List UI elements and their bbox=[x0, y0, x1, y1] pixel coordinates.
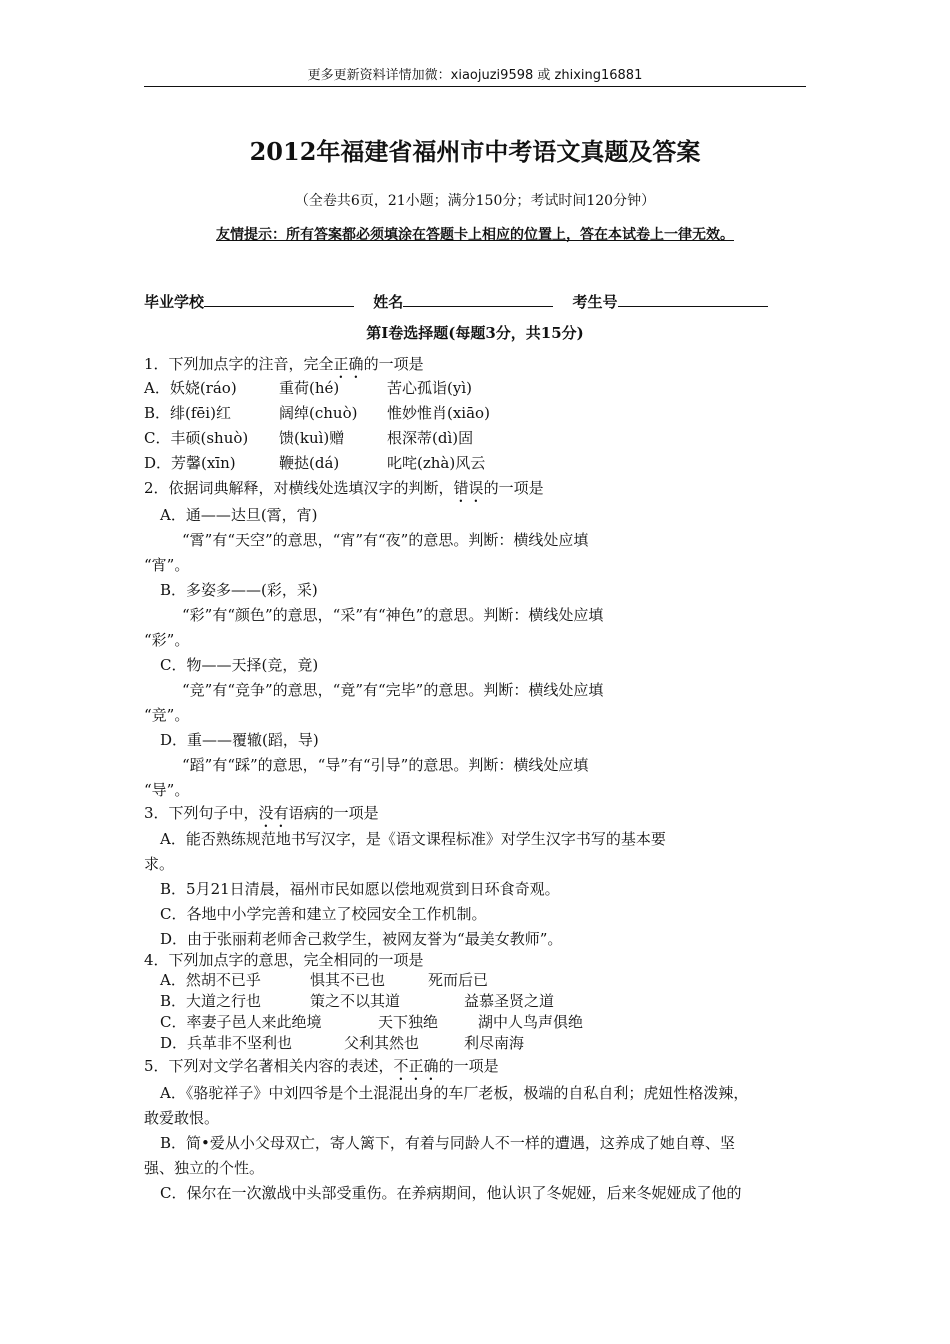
option-item: B．大道之行也 bbox=[160, 992, 262, 1010]
q4-option-c bbox=[160, 1012, 583, 1032]
q1-option-b bbox=[144, 403, 490, 423]
q5-stem-tail: 的一项是 bbox=[438, 1057, 499, 1075]
option-item: 叱咤(zhà)风云 bbox=[387, 454, 486, 472]
q5-option-b-cont: 强、独立的个性。 bbox=[144, 1159, 265, 1177]
page-title: 2012年福建省福州市中考语文真题及答案 bbox=[249, 137, 701, 166]
q2-option-c-conclusion: “竞”。 bbox=[144, 706, 190, 724]
q1-option-a bbox=[144, 378, 472, 398]
q1-stem-tail: 的一项是 bbox=[363, 355, 424, 373]
q2-stem-tail: 的一项是 bbox=[483, 479, 544, 497]
option-item: 父利其然也 bbox=[344, 1034, 420, 1052]
exam-info: （全卷共6页，21小题；满分150分；考试时间120分钟） bbox=[294, 193, 656, 209]
option-item: 馈(kuì)赠 bbox=[279, 429, 345, 447]
option-item: 天下独绝 bbox=[378, 1013, 439, 1031]
q2-option-a: A．通——达旦(霄，宵) bbox=[160, 506, 318, 524]
option-item: 湖中人鸟声俱绝 bbox=[478, 1013, 584, 1031]
option-item: 惧其不已也 bbox=[310, 971, 386, 989]
q4-option-b bbox=[160, 991, 554, 1011]
candidate-fields bbox=[144, 290, 782, 312]
option-item: A．然胡不已乎 bbox=[160, 971, 261, 989]
option-item: B．绯(fēi)红 bbox=[144, 404, 231, 422]
header-note: 更多更新资料详情加微：xiaojuzi9598 或 zhixing16881 bbox=[307, 68, 643, 83]
q5-option-b: B．简•爱从小父母双亡，寄人篱下，有着与同龄人不一样的遭遇，这养成了她自尊、坚 bbox=[160, 1134, 735, 1152]
q3-stem bbox=[144, 803, 379, 831]
option-item: D．兵革非不坚利也 bbox=[160, 1034, 293, 1052]
q5-stem-text: 5．下列对文学名著相关内容的表述， bbox=[144, 1057, 394, 1075]
q2-stem-emphasis: 错误 bbox=[453, 479, 484, 497]
q2-option-a-explain: “霄”有“天空”的意思，“宵”有“夜”的意思。判断：横线处应填 bbox=[182, 531, 589, 549]
q3-option-d: D．由于张丽莉老师舍己救学生，被网友誉为“最美女教师”。 bbox=[160, 930, 563, 948]
q2-option-b-conclusion: “彩”。 bbox=[144, 631, 190, 649]
q1-stem-emphasis: 正确 bbox=[333, 355, 364, 373]
q2-option-d-explain: “蹈”有“踩”的意思，“导”有“引导”的意思。判断：横线处应填 bbox=[182, 756, 589, 774]
option-item: 策之不以其道 bbox=[310, 992, 401, 1010]
q2-option-b: B．多姿多——(彩，采) bbox=[160, 581, 318, 599]
section-heading: 第Ⅰ卷选择题(每题3分，共15分) bbox=[366, 324, 584, 342]
exam-notice: 友情提示：所有答案都必须填涂在答题卡上相应的位置上，答在本试卷上一律无效。 bbox=[216, 227, 734, 243]
q4-option-d bbox=[160, 1033, 524, 1053]
option-item: A．妖娆(ráo) bbox=[144, 379, 237, 397]
q2-stem-text: 2．依据词典解释，对横线处选填汉字的判断， bbox=[144, 479, 454, 497]
q2-option-c: C．物——天择(竞，竟) bbox=[160, 656, 319, 674]
q5-stem-emphasis: 不正确 bbox=[393, 1057, 439, 1075]
q2-option-b-explain: “彩”有“颜色”的意思，“采”有“神色”的意思。判断：横线处应填 bbox=[182, 606, 604, 624]
name-label: 姓名 bbox=[373, 293, 404, 311]
school-label: 毕业学校 bbox=[144, 293, 205, 311]
header-divider bbox=[144, 86, 806, 87]
exam-no-label: 考生号 bbox=[572, 293, 618, 311]
q5-option-a: A．《骆驼祥子》中刘四爷是个土混混出身的车厂老板，极端的自私自利；虎妞性格泼辣， bbox=[160, 1084, 749, 1102]
exam-no-input-line[interactable] bbox=[618, 290, 768, 307]
q5-stem bbox=[144, 1056, 499, 1084]
q4-option-a bbox=[160, 970, 488, 990]
q1-stem-text: 1．下列加点字的注音，完全 bbox=[144, 355, 334, 373]
option-item: 阔绰(chuò) bbox=[279, 404, 358, 422]
option-item: 根深蒂(dì)固 bbox=[387, 429, 474, 447]
option-item: C．率妻子邑人来此绝境 bbox=[160, 1013, 322, 1031]
q3-option-b: B．5月21日清晨，福州市民如愿以偿地观赏到日环食奇观。 bbox=[160, 880, 560, 898]
q2-option-c-explain: “竞”有“竞争”的意思，“竟”有“完毕”的意思。判断：横线处应填 bbox=[182, 681, 604, 699]
option-item: 死而后已 bbox=[428, 971, 489, 989]
option-item: 鞭挞(dá) bbox=[279, 454, 340, 472]
q4-stem: 4．下列加点字的意思，完全相同的一项是 bbox=[144, 951, 424, 969]
q5-option-a-cont: 敢爱敢恨。 bbox=[144, 1109, 220, 1127]
q3-option-a-cont: 求。 bbox=[144, 855, 175, 873]
option-item: 惟妙惟肖(xiāo) bbox=[387, 404, 490, 422]
q2-stem bbox=[144, 478, 544, 506]
q3-option-c: C．各地中小学完善和建立了校园安全工作机制。 bbox=[160, 905, 487, 923]
option-item: 益慕圣贤之道 bbox=[464, 992, 555, 1010]
q2-option-a-conclusion: “宵”。 bbox=[144, 556, 190, 574]
q1-option-d bbox=[144, 453, 485, 473]
q2-option-d: D．重——覆辙(蹈，导) bbox=[160, 731, 319, 749]
q1-option-c bbox=[144, 428, 473, 448]
q3-stem-emphasis: 没有 bbox=[258, 804, 289, 822]
q5-option-c: C．保尔在一次激战中头部受重伤。在养病期间，他认识了冬妮娅，后来冬妮娅成了他的 bbox=[160, 1184, 742, 1202]
q2-option-d-conclusion: “导”。 bbox=[144, 781, 190, 799]
option-item: D．芳馨(xīn) bbox=[144, 454, 236, 472]
q3-stem-tail: 语病的一项是 bbox=[288, 804, 379, 822]
q3-stem-text: 3．下列句子中， bbox=[144, 804, 259, 822]
q3-option-a: A．能否熟练规范地书写汉字，是《语文课程标准》对学生汉字书写的基本要 bbox=[160, 830, 666, 848]
option-item: 利尽南海 bbox=[464, 1034, 525, 1052]
school-input-line[interactable] bbox=[204, 290, 354, 307]
option-item: C．丰硕(shuò) bbox=[144, 429, 249, 447]
option-item: 重荷(hé) bbox=[279, 379, 340, 397]
option-item: 苦心孤诣(yì) bbox=[387, 379, 472, 397]
name-input-line[interactable] bbox=[403, 290, 553, 307]
